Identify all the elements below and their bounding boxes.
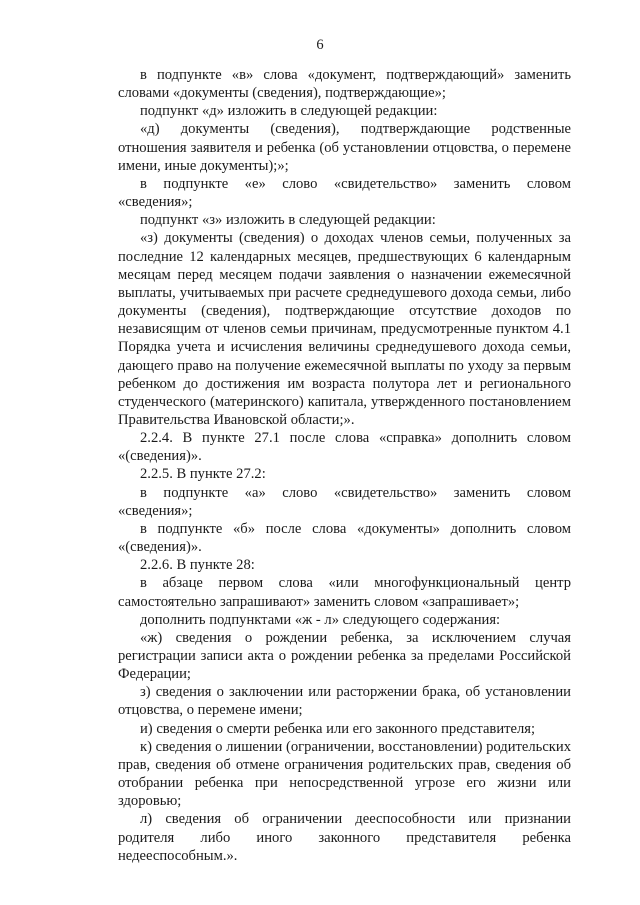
paragraph: и) сведения о смерти ребенка или его законного представителя; (140, 720, 536, 737)
paragraph: подпункт «д» изложить в следующей редакции: (140, 103, 438, 120)
paragraph: к) сведения о лишении (ограничении, восстановлении) родительских прав, сведения об отмене ограничения родительских прав, сведения об отобрании ребенка при непосредственной угрозе его жизни или здоровью; (118, 738, 571, 810)
paragraph: 2.2.6. В пункте 28: (140, 557, 255, 574)
paragraph: в абзаце первом слова «или многофункциональный центр самостоятельно запрашивают» заменить словом «запрашивает»; (118, 575, 571, 610)
paragraph: 2.2.4. В пункте 27.1 после слова «справка» дополнить словом «(сведения)». (118, 430, 571, 465)
page-number: 6 (316, 37, 324, 53)
paragraph: л) сведения об ограничении дееспособности или признании родителя либо иного законного представителя ребенка недееспособным.». (118, 811, 571, 864)
paragraph: з) сведения о заключении или расторжении брака, об установлении отцовства, о перемене имени; (118, 684, 571, 719)
paragraph: в подпункте «е» слово «свидетельство» заменить словом «сведения»; (118, 175, 571, 211)
document-body (118, 66, 571, 865)
paragraph: «з) документы (сведения) о доходах членов семьи, полученных за последние 12 календарных месяцев, предшествующих 6 календарным месяцам перед месяцем подачи заявления о назначении ежемесячной выплаты, учитываемых при расчете среднедушевого дохода семьи, либо документы (сведения), подтверждающие отсутствие доходов по независящим от членов семьи причинам, предусмотренные пунктом 4.1 Порядка учета и исчисления величины среднедушевого дохода семьи, дающего право на получение ежемесячной выплаты по уходу за первым ребенком до достижения им возраста полутора лет и регионального студенческого (материнского) капитала, утвержденного постановлением Правительства Ивановской области;». (118, 230, 571, 428)
paragraph: «д) документы (сведения), подтверждающие родственные отношения заявителя и ребенка (об установлении отцовства, о перемене имени, иные документы);»; (118, 121, 571, 174)
paragraph: в подпункте «а» слово «свидетельство» заменить словом «сведения»; (118, 484, 571, 519)
paragraph: подпункт «з» изложить в следующей редакции: (140, 212, 436, 229)
paragraph: дополнить подпунктами «ж - л» следующего содержания: (140, 611, 501, 628)
paragraph: 2.2.5. В пункте 27.2: (140, 466, 266, 483)
paragraph: «ж) сведения о рождении ребенка, за исключением случая регистрации записи акта о рождении ребенка за пределами Российской Федерации; (118, 629, 571, 683)
paragraph: в подпункте «в» слова «документ, подтверждающий» заменить словами «документы (сведения), подтверждающие»; (118, 67, 571, 102)
paragraph: в подпункте «б» после слова «документы» дополнить словом «(сведения)». (118, 520, 571, 556)
